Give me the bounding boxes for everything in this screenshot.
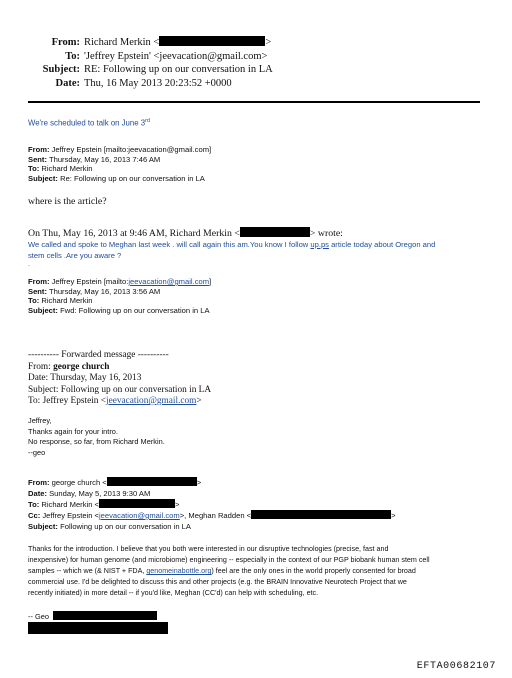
redaction-bar <box>240 227 310 237</box>
quote-wrote: > wrote: <box>309 228 343 239</box>
email-header <box>28 36 273 90</box>
fwd-to-a: To: Jeffrey Epstein < <box>28 396 107 406</box>
quote-line2: stem cells .Are you aware ? <box>28 251 122 260</box>
fwd-date: Date: Thursday, May 16, 2013 <box>28 373 142 383</box>
redaction-bar <box>99 499 175 508</box>
forwarded-message <box>28 350 211 408</box>
forwarded-body <box>28 416 165 458</box>
msg2-to-label: To: <box>28 164 40 174</box>
header-from-label: From: <box>51 37 80 48</box>
msg4-to-end: > <box>174 500 180 509</box>
reply-main: We're scheduled to talk on June 3 <box>28 118 146 128</box>
msg4-cc-b: >, Meghan Radden < <box>179 511 252 520</box>
msg3-sent-value: Thursday, May 16, 2013 3:56 AM <box>46 286 161 296</box>
body-line-3-b: ) feel are the only ones in the world properly consented for broad <box>211 567 416 575</box>
msg4-cc-label: Cc: <box>28 511 41 520</box>
fwd-from-name: george church <box>53 361 110 372</box>
header-to-row <box>28 50 273 64</box>
fwd-subject: Subject: Following up on our conversation in LA <box>28 384 212 395</box>
msg4-to-value: Richard Merkin < <box>39 500 99 509</box>
msg3-sent-label: Sent: <box>28 286 47 296</box>
msg4-date-value: Sunday, May 5, 2013 9:30 AM <box>47 489 151 498</box>
msg3-from-b: ] <box>209 277 212 286</box>
fwd-from-label: From: <box>28 361 54 372</box>
body-line-3-a: samples -- which we (& NIST + FDA, <box>28 567 147 575</box>
message-header-4 <box>28 477 396 532</box>
body-line-2: inexpensive) for human genome (and microbiome) engineering -- especially in the context of our PGP biobank human stem cell <box>28 556 430 564</box>
email-body <box>28 544 430 599</box>
fwd-body-4: --geo <box>28 447 46 457</box>
msg2-subject-value: Re: Following up on our conversation in LA <box>57 173 205 183</box>
msg3-from-label: From: <box>28 277 50 286</box>
quote-line1-b: article today about Oregon and <box>328 240 436 249</box>
msg3-email-link[interactable]: jeevacation@gmail.com <box>128 277 210 286</box>
header-from-value: Richard Merkin < <box>84 37 160 48</box>
quote-body <box>28 239 435 261</box>
msg3-to-value: Richard Merkin <box>39 296 93 306</box>
msg3-subject-value: Fwd: Following up on our conversation in LA <box>57 305 210 315</box>
msg4-date-label: Date: <box>28 489 47 498</box>
msg3-subject-label: Subject: <box>28 305 58 315</box>
quote-intro-row <box>28 227 343 239</box>
body-line-5: recently initiated) in more detail -- if you'd like, Meghan (CC'd) can help with scheduling, etc. <box>28 589 319 597</box>
signature-row <box>28 611 157 621</box>
msg4-from-end: > <box>196 478 202 487</box>
msg4-from-label: From: <box>28 478 50 487</box>
fwd-body-3: No response, so far, from Richard Merkin. <box>28 437 165 446</box>
quote-dot: . <box>28 261 30 268</box>
fwd-body-2: Thanks again for your intro. <box>28 426 118 436</box>
header-from-row <box>28 36 273 50</box>
header-date-row <box>28 77 273 91</box>
msg2-sent-value: Thursday, May 16, 2013 7:46 AM <box>46 154 161 164</box>
redaction-bar <box>107 477 197 486</box>
header-divider <box>28 101 480 103</box>
msg4-to-label: To: <box>28 500 40 509</box>
msg4-cc-a: Jeffrey Epstein < <box>40 511 99 520</box>
fwd-email-link[interactable]: jeevacation@gmail.com <box>106 396 197 406</box>
header-date-label: Date: <box>55 77 80 89</box>
header-subject-value: RE: Following up on our conversation in LA <box>84 64 273 75</box>
fwd-body-1: Jeffrey, <box>28 416 52 425</box>
redaction-bar <box>53 611 157 620</box>
quote-link[interactable]: up.ps <box>310 240 329 249</box>
signature: -- Geo <box>28 612 49 621</box>
quote-intro: On Thu, May 16, 2013 at 9:46 AM, Richard Merkin < <box>28 228 240 239</box>
msg3-from-a: Jeffrey Epstein [mailto: <box>49 277 129 286</box>
header-from-end: > <box>265 37 272 48</box>
message-header-2 <box>28 145 211 183</box>
msg2-from-label: From: <box>28 145 50 154</box>
fwd-to-b: > <box>196 396 202 406</box>
reply-sup: rd <box>145 118 150 124</box>
msg2-sent-label: Sent: <box>28 154 47 164</box>
redaction-bar <box>28 622 168 634</box>
msg4-email-link[interactable]: jeevacation@gmail.com <box>99 511 180 520</box>
msg2-to-value: Richard Merkin <box>39 164 93 174</box>
header-to-value: 'Jeffrey Epstein' <jeevacation@gmail.com> <box>84 50 268 62</box>
msg4-cc-end: > <box>391 511 396 520</box>
document-id: EFTA00682107 <box>416 661 496 672</box>
msg3-to-label: To: <box>28 296 40 306</box>
msg2-from-value: Jeffrey Epstein [mailto:jeevacation@gmail.com] <box>49 145 212 154</box>
body-line-1: Thanks for the introduction. I believe that you both were interested in our disruptive technologies (precise, fast and <box>28 545 389 553</box>
msg4-subject-value: Following up on our conversation in LA <box>57 522 191 531</box>
body-genome-link[interactable]: genomeinabottle.org <box>146 567 212 575</box>
msg4-from-value: george church < <box>49 478 107 487</box>
header-date-value: Thu, 16 May 2013 20:23:52 +0000 <box>84 77 232 89</box>
msg2-body: where is the article? <box>28 196 107 207</box>
msg4-subject-label: Subject: <box>28 522 58 531</box>
header-subject-row <box>28 63 273 77</box>
header-subject-label: Subject: <box>42 64 80 75</box>
msg2-subject-label: Subject: <box>28 173 58 183</box>
quote-line1-a: We called and spoke to Meghan last week . will call again this am.You know I follow <box>28 240 311 249</box>
redaction-bar <box>251 510 391 519</box>
forwarded-divider: ---------- Forwarded message ---------- <box>28 350 169 360</box>
reply-text <box>28 118 150 128</box>
message-header-3 <box>28 277 211 315</box>
body-line-4: commercial use. I'd be delighted to discuss this and other projects (e.g. the BRAIN Innovative Neurotech Project that we <box>28 578 407 586</box>
header-to-label: To: <box>65 50 80 62</box>
redaction-bar <box>159 36 265 46</box>
